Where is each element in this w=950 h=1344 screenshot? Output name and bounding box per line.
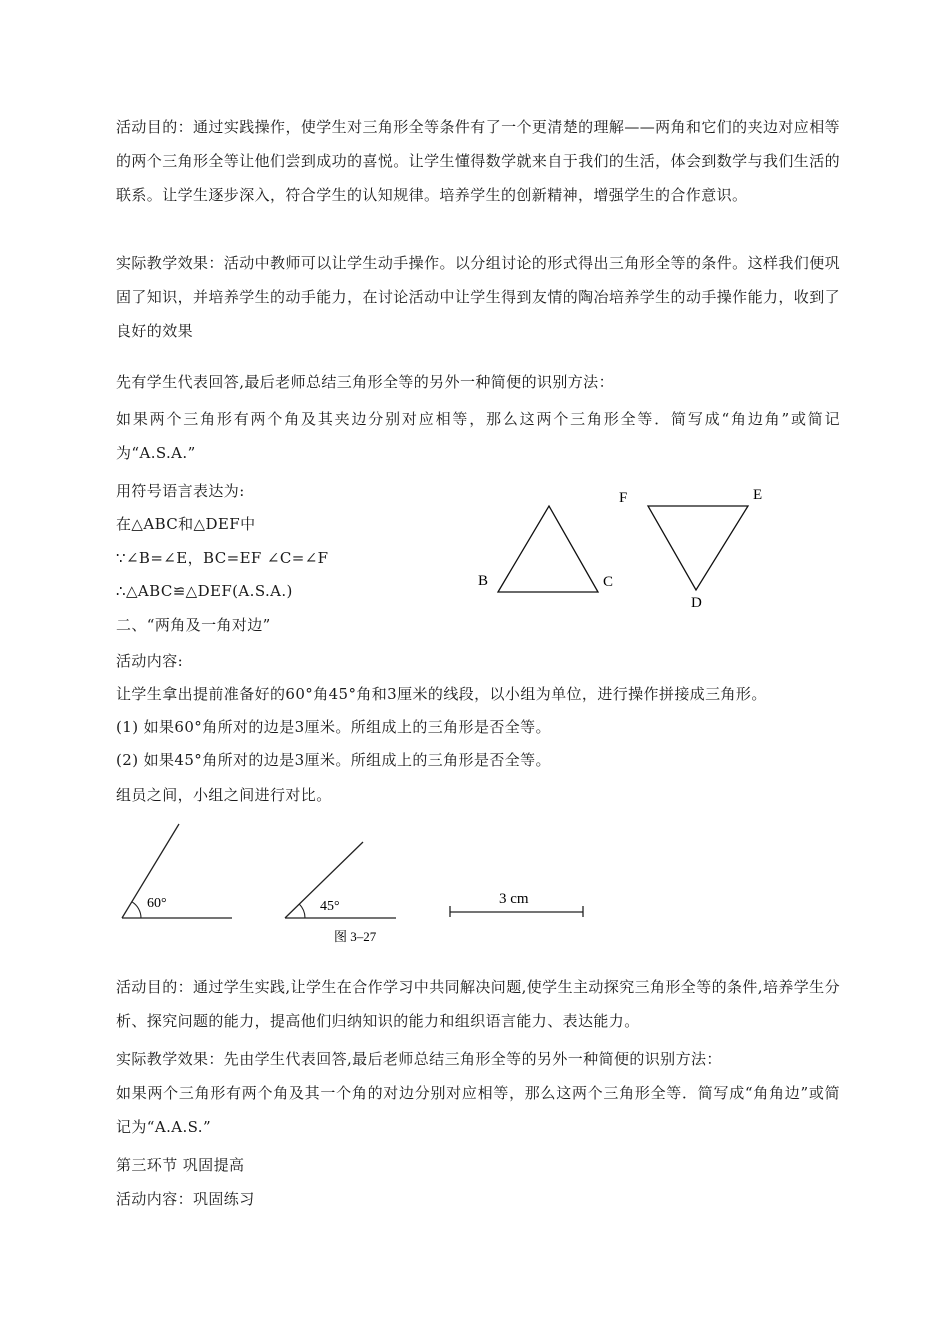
- comparison-line: 组员之间，小组之间进行对比。: [116, 786, 332, 804]
- vertex-c-label: C: [603, 574, 614, 590]
- activity-content-line: 活动内容：巩固练习: [116, 1190, 255, 1208]
- section-heading: 二、“两角及一角对边”: [116, 616, 271, 634]
- vertex-d-label: D: [691, 595, 702, 611]
- vertex-f-label: F: [619, 490, 628, 506]
- activity-purpose-paragraph: 活动目的：通过实践操作，使学生对三角形全等条件有了一个更清楚的理解——两角和它们的夹边对应相等的两个三角形全等让他们尝到成功的喜悦。让学生懂得数学就来自于我们的生活，体会到数学与我们生活的联系。让学生逐步深入，符合学生的认知规律。培养学生的创新精神，增强学生的合作意识。: [116, 118, 840, 204]
- angle-figure: [110, 814, 600, 954]
- activity-purpose-paragraph-2: 活动目的：通过学生实践,让学生在合作学习中共同解决问题,使学生主动探究三角形全等的条件,培养学生分析、探究问题的能力，提高他们归纳知识的能力和组织语言能力、表达能力。: [116, 978, 840, 1030]
- segment-label: 3 cm: [499, 891, 529, 907]
- activity-content-label: 活动内容:: [116, 652, 184, 670]
- conditions-line: ∵∠B=∠E，BC=EF ∠C=∠F: [116, 549, 329, 567]
- question-2: (2) 如果45°角所对的边是3厘米。所组成上的三角形是否全等。: [116, 751, 551, 769]
- vertex-e-label: E: [753, 487, 763, 503]
- asa-rule-paragraph: 如果两个三角形有两个角及其夹边分别对应相等，那么这两个三角形全等．简写成“角边角”或简记为“A.S.A.”: [116, 410, 840, 462]
- task-line: 让学生拿出提前准备好的60°角45°角和3厘米的线段，以小组为单位，进行操作拼接成三角形。: [116, 685, 767, 703]
- given-line: 在△ABC和△DEF中: [116, 515, 256, 533]
- angle-60-label: 60°: [147, 896, 167, 911]
- triangle-abc: [498, 506, 598, 592]
- question-1: (1) 如果60°角所对的边是3厘米。所组成上的三角形是否全等。: [116, 718, 551, 736]
- teaching-effect-line-2: 实际教学效果：先由学生代表回答,最后老师总结三角形全等的另外一种简便的识别方法：: [116, 1050, 722, 1068]
- stage-heading: 第三环节 巩固提高: [116, 1156, 245, 1174]
- triangles-figure: [470, 478, 800, 614]
- angle-45-arc: [299, 904, 305, 918]
- vertex-b-label: B: [478, 573, 489, 589]
- angle-60-arc: [132, 902, 141, 918]
- angle-45-label: 45°: [320, 899, 340, 914]
- teaching-effect-paragraph: 实际教学效果：活动中教师可以让学生动手操作。以分组讨论的形式得出三角形全等的条件。这样我们便巩固了知识，并培养学生的动手能力，在讨论活动中让学生得到友情的陶冶培养学生的动手操作能力，收到了良好的效果: [116, 254, 840, 340]
- summary-intro-line: 先有学生代表回答,最后老师总结三角形全等的另外一种简便的识别方法：: [116, 373, 614, 391]
- conclusion-line: ∴△ABC≌△DEF(A.S.A.): [116, 582, 293, 600]
- aas-rule-paragraph: 如果两个三角形有两个角及其一个角的对边分别对应相等，那么这两个三角形全等．简写成“角角边”或简记为“A.A.S.”: [116, 1084, 840, 1136]
- symbol-intro-line: 用符号语言表达为:: [116, 482, 245, 500]
- figure-caption: 图 3–27: [334, 929, 377, 944]
- triangle-def: [648, 506, 748, 590]
